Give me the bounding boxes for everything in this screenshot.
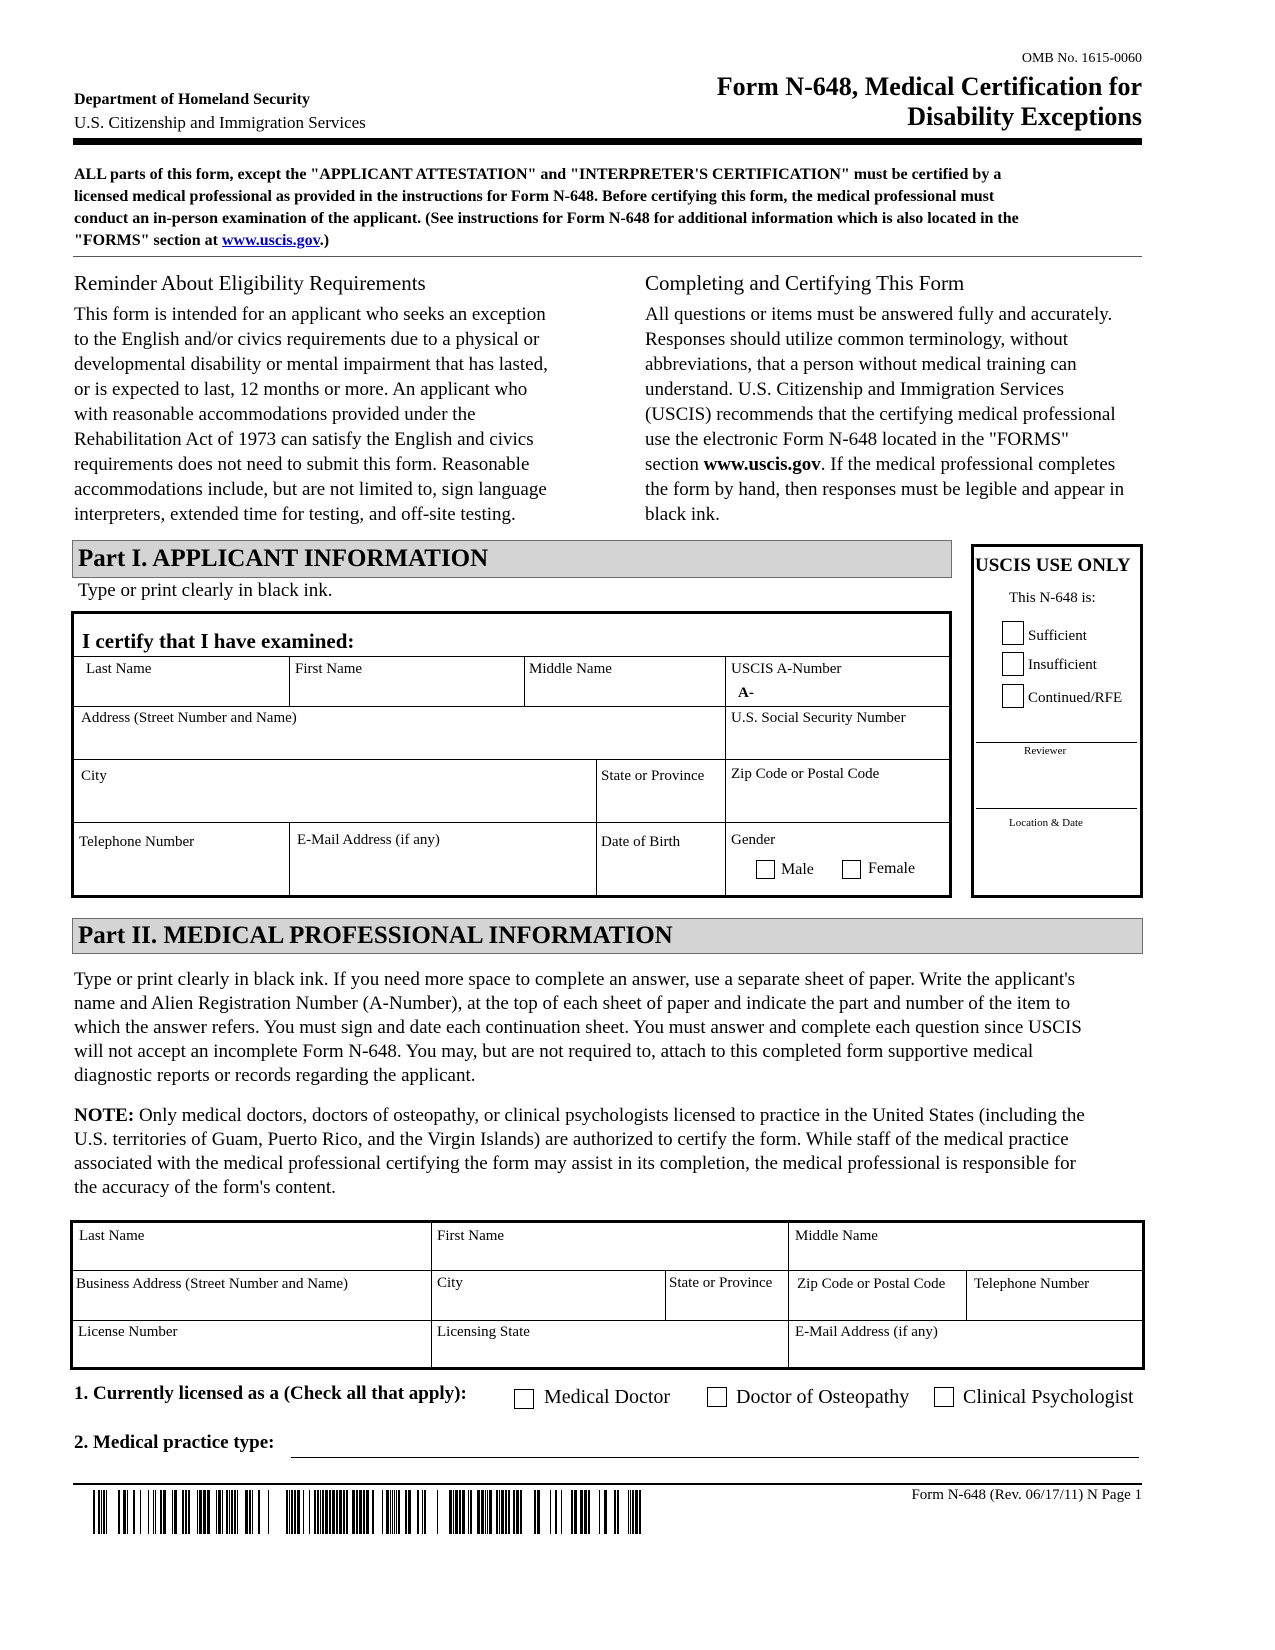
completing-line: the form by hand, then responses must be legible and appear in bbox=[645, 479, 1125, 500]
text-line: (USCIS) recommends that the certifying medical professional bbox=[645, 404, 1116, 425]
completing-text: . If the medical professional completes bbox=[820, 454, 1116, 475]
sufficient-label: Sufficient bbox=[1028, 628, 1087, 644]
part1-heading: Part I. APPLICANT INFORMATION bbox=[72, 540, 952, 578]
mp-city-field[interactable]: City bbox=[437, 1275, 463, 1291]
text-line: which the answer refers. You must sign and date each continuation sheet. You must answer and complete each question since USCIS bbox=[74, 1017, 1082, 1038]
gender-male-label: Male bbox=[781, 861, 814, 878]
part2-heading: Part II. MEDICAL PROFESSIONAL INFORMATION bbox=[72, 918, 1143, 954]
note-label: NOTE: bbox=[74, 1105, 135, 1126]
applicant-last-name-field[interactable]: Last Name bbox=[86, 661, 152, 677]
mp-telephone-field[interactable]: Telephone Number bbox=[974, 1276, 1090, 1292]
mp-middle-name-field[interactable]: Middle Name bbox=[795, 1228, 878, 1244]
gender-female-label: Female bbox=[868, 860, 916, 877]
text-line: abbreviations, that a person without medical training can bbox=[645, 354, 1077, 375]
mp-email-field[interactable]: E-Mail Address (if any) bbox=[795, 1324, 938, 1340]
text-line: Responses should utilize common terminology, without bbox=[645, 329, 1069, 350]
location-date-line bbox=[976, 808, 1137, 809]
form-title bbox=[717, 72, 1142, 132]
grid-line bbox=[73, 759, 950, 760]
question-2-label: 2. Medical practice type: bbox=[74, 1432, 275, 1453]
applicant-state-field[interactable]: State or Province bbox=[601, 768, 705, 784]
note-rest bbox=[74, 1128, 1085, 1200]
uscis-use-subtitle: This N-648 is: bbox=[1009, 590, 1096, 606]
medical-doctor-label: Medical Doctor bbox=[544, 1386, 671, 1408]
completing-heading: Completing and Certifying This Form bbox=[645, 271, 965, 295]
applicant-telephone-field[interactable]: Telephone Number bbox=[79, 834, 195, 850]
grid-line bbox=[72, 1270, 1143, 1271]
certify-label: I certify that I have examined: bbox=[82, 629, 355, 653]
text-line: understand. U.S. Citizenship and Immigration Services bbox=[645, 379, 1064, 400]
completing-section bbox=[645, 270, 1155, 527]
mp-zip-field[interactable]: Zip Code or Postal Code bbox=[797, 1276, 946, 1292]
text-line: name and Alien Registration Number (A-Number), at the top of each sheet of paper and indicate the part and number of the item to bbox=[74, 993, 1071, 1014]
intro-text: "FORMS" section at bbox=[74, 232, 222, 249]
intro-text: .) bbox=[319, 232, 330, 249]
reviewer-label: Reviewer bbox=[1024, 745, 1067, 757]
text-line: interpreters, extended time for testing, and off-site testing. bbox=[74, 504, 516, 525]
text-line: requirements does not need to submit this form. Reasonable bbox=[74, 454, 530, 475]
text-line: All questions or items must be answered fully and accurately. bbox=[645, 304, 1113, 325]
grid-line bbox=[788, 1222, 789, 1368]
text-line: will not accept an incomplete Form N-648. You may, but are not required to, attach to this completed form supportive medical bbox=[74, 1041, 1034, 1062]
intro-line: conduct an in-person examination of the applicant. (See instructions for Form N-648 for additional information which is also located in the bbox=[74, 210, 1019, 227]
header-rule bbox=[73, 138, 1142, 145]
uscis-use-only-title: USCIS USE ONLY bbox=[975, 555, 1131, 576]
note-line bbox=[74, 1104, 1085, 1128]
sufficient-checkbox[interactable] bbox=[1002, 621, 1024, 645]
medical-practice-type-input[interactable] bbox=[291, 1457, 1139, 1458]
grid-line bbox=[966, 1270, 967, 1320]
applicant-email-field[interactable]: E-Mail Address (if any) bbox=[297, 832, 440, 848]
grid-line bbox=[289, 822, 290, 896]
insufficient-label: Insufficient bbox=[1028, 657, 1097, 673]
form-title-line1: Form N-648, Medical Certification for bbox=[716, 72, 1142, 101]
text-line: developmental disability or mental impairment that has lasted, bbox=[74, 354, 548, 375]
reminder-body bbox=[74, 302, 604, 527]
uscis-link[interactable]: www.uscis.gov bbox=[221, 232, 320, 249]
mp-licensing-state-field[interactable]: Licensing State bbox=[437, 1324, 530, 1340]
note-text: Only medical doctors, doctors of osteopathy, or clinical psychologists licensed to practice in the United States (including the bbox=[134, 1105, 1085, 1126]
continued-rfe-checkbox[interactable] bbox=[1002, 684, 1024, 708]
reminder-section bbox=[74, 270, 604, 527]
part2-instructions bbox=[74, 968, 1082, 1088]
agency-name: U.S. Citizenship and Immigration Services bbox=[74, 113, 366, 132]
completing-url: www.uscis.gov bbox=[703, 454, 821, 475]
applicant-info-box bbox=[71, 611, 952, 898]
barcode-icon bbox=[93, 1490, 645, 1534]
applicant-a-number-field[interactable]: USCIS A-Number bbox=[731, 661, 842, 677]
grid-line bbox=[73, 822, 950, 823]
omb-number: OMB No. 1615-0060 bbox=[1021, 51, 1142, 66]
mp-license-number-field[interactable]: License Number bbox=[78, 1324, 178, 1340]
grid-line bbox=[725, 656, 726, 896]
medical-doctor-checkbox[interactable] bbox=[514, 1389, 534, 1409]
text-line: to the English and/or civics requirements due to a physical or bbox=[74, 329, 540, 350]
grid-line bbox=[72, 1320, 1143, 1321]
grid-line bbox=[665, 1270, 666, 1320]
grid-line bbox=[596, 759, 597, 896]
department-name: Department of Homeland Security bbox=[74, 91, 310, 108]
a-number-prefix: A- bbox=[738, 685, 754, 701]
gender-female-checkbox[interactable] bbox=[842, 860, 861, 879]
applicant-middle-name-field[interactable]: Middle Name bbox=[529, 661, 612, 677]
part1-instruction: Type or print clearly in black ink. bbox=[78, 580, 333, 601]
applicant-dob-field[interactable]: Date of Birth bbox=[601, 834, 681, 850]
text-line: Rehabilitation Act of 1973 can satisfy the English and civics bbox=[74, 429, 534, 450]
reminder-heading: Reminder About Eligibility Requirements bbox=[74, 271, 426, 295]
grid-line bbox=[73, 656, 950, 657]
text-line: or is expected to last, 12 months or more. An applicant who bbox=[74, 379, 528, 400]
doctor-of-osteopathy-label: Doctor of Osteopathy bbox=[736, 1386, 910, 1408]
intro-paragraph bbox=[74, 164, 1019, 252]
continued-rfe-label: Continued/RFE bbox=[1028, 690, 1123, 706]
text-line: U.S. territories of Guam, Puerto Rico, and the Virgin Islands) are authorized to certify the form. While staff of the medical practice bbox=[74, 1129, 1069, 1150]
intro-line: ALL parts of this form, except the "APPLICANT ATTESTATION" and "INTERPRETER'S CERTIFICATION" must be certified by a bbox=[74, 166, 1002, 183]
text-line: This form is intended for an applicant who seeks an exception bbox=[74, 304, 546, 325]
gender-male-checkbox[interactable] bbox=[756, 860, 775, 879]
text-line: Type or print clearly in black ink. If you need more space to complete an answer, use a separate sheet of paper. Write the applicant's bbox=[74, 969, 1076, 990]
grid-line bbox=[289, 656, 290, 706]
intro-divider bbox=[73, 256, 1142, 257]
footer-rule bbox=[73, 1483, 1142, 1485]
gender-label: Gender bbox=[731, 832, 776, 848]
completing-body bbox=[645, 302, 1155, 452]
applicant-zip-field[interactable]: Zip Code or Postal Code bbox=[731, 766, 880, 782]
text-line: with reasonable accommodations provided under the bbox=[74, 404, 476, 425]
completing-text: section bbox=[645, 454, 704, 475]
applicant-city-field[interactable]: City bbox=[81, 768, 107, 784]
mp-first-name-field[interactable]: First Name bbox=[437, 1228, 505, 1244]
grid-line bbox=[431, 1222, 432, 1368]
clinical-psychologist-label: Clinical Psychologist bbox=[963, 1386, 1134, 1408]
completing-line: black ink. bbox=[645, 504, 720, 525]
part2-note bbox=[74, 1104, 1085, 1200]
form-revision: Form N-648 (Rev. 06/17/11) N Page 1 bbox=[911, 1487, 1142, 1503]
location-date-label: Location & Date bbox=[1009, 817, 1083, 829]
text-line: the accuracy of the form's content. bbox=[74, 1177, 336, 1198]
medical-professional-box bbox=[70, 1220, 1145, 1370]
applicant-first-name-field[interactable]: First Name bbox=[295, 661, 363, 677]
intro-line bbox=[74, 230, 1019, 252]
insufficient-checkbox[interactable] bbox=[1002, 652, 1024, 676]
grid-line bbox=[73, 706, 950, 707]
grid-line bbox=[524, 656, 525, 706]
question-1-label: 1. Currently licensed as a (Check all that apply): bbox=[74, 1383, 467, 1404]
completing-line bbox=[645, 452, 1155, 477]
mp-last-name-field[interactable]: Last Name bbox=[79, 1228, 145, 1244]
clinical-psychologist-checkbox[interactable] bbox=[934, 1387, 954, 1407]
form-title-line2: Disability Exceptions bbox=[907, 102, 1142, 131]
mp-state-field[interactable]: State or Province bbox=[669, 1275, 773, 1291]
text-line: accommodations include, but are not limited to, sign language bbox=[74, 479, 547, 500]
applicant-ssn-field[interactable]: U.S. Social Security Number bbox=[731, 710, 906, 726]
doctor-of-osteopathy-checkbox[interactable] bbox=[707, 1387, 727, 1407]
mp-business-address-field[interactable]: Business Address (Street Number and Name) bbox=[76, 1276, 349, 1292]
text-line: associated with the medical professional certifying the form may assist in its completion, the medical professional is responsible for bbox=[74, 1153, 1076, 1174]
text-line: diagnostic reports or records regarding the applicant. bbox=[74, 1065, 476, 1086]
text-line: use the electronic Form N-648 located in the "FORMS" bbox=[645, 429, 1069, 450]
intro-line: licensed medical professional as provided in the instructions for Form N-648. Before certifying this form, the medical professional must bbox=[74, 188, 995, 205]
applicant-address-field[interactable]: Address (Street Number and Name) bbox=[81, 710, 297, 726]
